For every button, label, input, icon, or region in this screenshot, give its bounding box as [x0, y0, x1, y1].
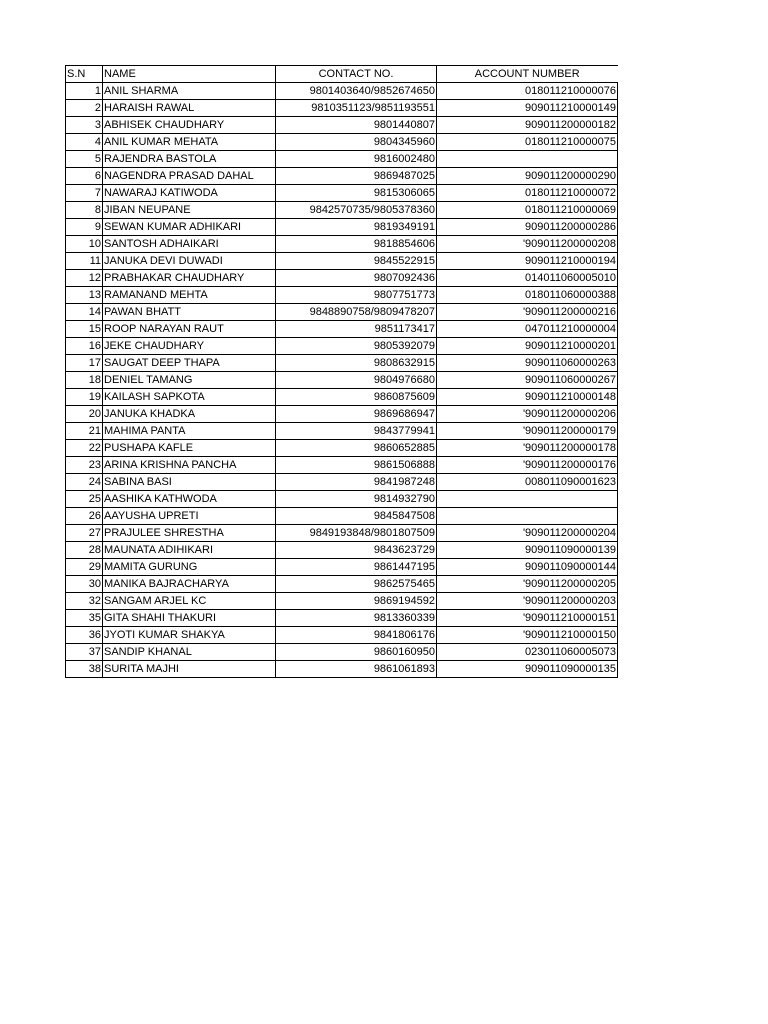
- cell-contact: 9841806176: [276, 627, 437, 644]
- cell-sn: 19: [66, 389, 103, 406]
- contact-account-table: [65, 65, 618, 678]
- cell-account: 018011210000072: [437, 185, 618, 202]
- table-row: [66, 508, 618, 525]
- cell-name: PRAJULEE SHRESTHA: [103, 525, 276, 542]
- cell-contact: 9801440807: [276, 117, 437, 134]
- cell-name: JEKE CHAUDHARY: [103, 338, 276, 355]
- cell-contact: 9869686947: [276, 406, 437, 423]
- header-account: ACCOUNT NUMBER: [437, 66, 618, 83]
- cell-contact: 9814932790: [276, 491, 437, 508]
- cell-sn: 23: [66, 457, 103, 474]
- cell-name: ANIL SHARMA: [103, 83, 276, 100]
- table-row: [66, 593, 618, 610]
- cell-sn: 4: [66, 134, 103, 151]
- cell-name: DENIEL TAMANG: [103, 372, 276, 389]
- cell-sn: 9: [66, 219, 103, 236]
- cell-sn: 2: [66, 100, 103, 117]
- cell-contact: 9860875609: [276, 389, 437, 406]
- cell-contact: 9819349191: [276, 219, 437, 236]
- table-row: [66, 83, 618, 100]
- cell-sn: 22: [66, 440, 103, 457]
- cell-name: KAILASH SAPKOTA: [103, 389, 276, 406]
- table-row: [66, 644, 618, 661]
- table-row: [66, 491, 618, 508]
- table-row: [66, 406, 618, 423]
- table-row: [66, 304, 618, 321]
- cell-account: 909011210000201: [437, 338, 618, 355]
- cell-contact: 9860160950: [276, 644, 437, 661]
- cell-account: '909011200000178: [437, 440, 618, 457]
- cell-account: 014011060005010: [437, 270, 618, 287]
- cell-account: [437, 508, 618, 525]
- table-row: [66, 134, 618, 151]
- cell-account: 909011060000263: [437, 355, 618, 372]
- cell-sn: 25: [66, 491, 103, 508]
- cell-sn: 27: [66, 525, 103, 542]
- header-row: [66, 66, 618, 83]
- table-row: [66, 423, 618, 440]
- cell-name: JANUKA DEVI DUWADI: [103, 253, 276, 270]
- cell-contact: 9808632915: [276, 355, 437, 372]
- cell-name: ABHISEK CHAUDHARY: [103, 117, 276, 134]
- table-row: [66, 474, 618, 491]
- cell-sn: 11: [66, 253, 103, 270]
- cell-account: '909011210000151: [437, 610, 618, 627]
- cell-sn: 20: [66, 406, 103, 423]
- cell-account: 909011060000267: [437, 372, 618, 389]
- cell-account: 909011090000139: [437, 542, 618, 559]
- cell-contact: 9801403640/9852674650: [276, 83, 437, 100]
- table-row: [66, 389, 618, 406]
- cell-name: MAMITA GURUNG: [103, 559, 276, 576]
- table-row: [66, 559, 618, 576]
- cell-account: '909011200000205: [437, 576, 618, 593]
- cell-contact: 9804976680: [276, 372, 437, 389]
- table-row: [66, 525, 618, 542]
- table-row: [66, 576, 618, 593]
- cell-account: '909011200000208: [437, 236, 618, 253]
- cell-contact: 9862575465: [276, 576, 437, 593]
- cell-contact: 9805392079: [276, 338, 437, 355]
- cell-contact: 9861506888: [276, 457, 437, 474]
- cell-sn: 37: [66, 644, 103, 661]
- cell-contact: 9804345960: [276, 134, 437, 151]
- cell-contact: 9861061893: [276, 661, 437, 678]
- cell-account: 909011210000148: [437, 389, 618, 406]
- cell-contact: 9845522915: [276, 253, 437, 270]
- cell-account: '909011200000203: [437, 593, 618, 610]
- table-row: [66, 151, 618, 168]
- cell-account: '909011200000204: [437, 525, 618, 542]
- cell-name: PUSHAPA KAFLE: [103, 440, 276, 457]
- cell-contact: 9816002480: [276, 151, 437, 168]
- cell-sn: 17: [66, 355, 103, 372]
- cell-name: GITA SHAHI THAKURI: [103, 610, 276, 627]
- cell-name: MANIKA BAJRACHARYA: [103, 576, 276, 593]
- cell-contact: 9818854606: [276, 236, 437, 253]
- cell-contact: 9861447195: [276, 559, 437, 576]
- cell-account: 023011060005073: [437, 644, 618, 661]
- table-row: [66, 219, 618, 236]
- cell-contact: 9813360339: [276, 610, 437, 627]
- cell-sn: 29: [66, 559, 103, 576]
- cell-account: 018011210000076: [437, 83, 618, 100]
- table-row: [66, 338, 618, 355]
- table-row: [66, 321, 618, 338]
- cell-name: JYOTI KUMAR SHAKYA: [103, 627, 276, 644]
- table-row: [66, 627, 618, 644]
- cell-name: ROOP NARAYAN RAUT: [103, 321, 276, 338]
- cell-sn: 10: [66, 236, 103, 253]
- cell-contact: 9845847508: [276, 508, 437, 525]
- cell-name: MAUNATA ADIHIKARI: [103, 542, 276, 559]
- table-row: [66, 253, 618, 270]
- cell-account: '909011200000176: [437, 457, 618, 474]
- cell-name: NAWARAJ KATIWODA: [103, 185, 276, 202]
- cell-account: 909011090000144: [437, 559, 618, 576]
- cell-sn: 32: [66, 593, 103, 610]
- cell-sn: 1: [66, 83, 103, 100]
- cell-account: 018011210000075: [437, 134, 618, 151]
- cell-name: RAJENDRA BASTOLA: [103, 151, 276, 168]
- cell-name: HARAISH RAWAL: [103, 100, 276, 117]
- table-row: [66, 236, 618, 253]
- table-row: [66, 440, 618, 457]
- cell-account: 008011090001623: [437, 474, 618, 491]
- cell-sn: 8: [66, 202, 103, 219]
- cell-contact: 9841987248: [276, 474, 437, 491]
- table-row: [66, 610, 618, 627]
- cell-name: SEWAN KUMAR ADHIKARI: [103, 219, 276, 236]
- cell-account: '909011200000206: [437, 406, 618, 423]
- cell-name: ARINA KRISHNA PANCHA: [103, 457, 276, 474]
- cell-name: SURITA MAJHI: [103, 661, 276, 678]
- cell-name: RAMANAND MEHTA: [103, 287, 276, 304]
- cell-contact: 9869194592: [276, 593, 437, 610]
- cell-contact: 9849193848/9801807509: [276, 525, 437, 542]
- cell-sn: 18: [66, 372, 103, 389]
- header-contact: CONTACT NO.: [276, 66, 437, 83]
- cell-contact: 9807092436: [276, 270, 437, 287]
- cell-name: AASHIKA KATHWODA: [103, 491, 276, 508]
- cell-sn: 13: [66, 287, 103, 304]
- cell-account: '909011210000150: [437, 627, 618, 644]
- cell-contact: 9843623729: [276, 542, 437, 559]
- cell-sn: 15: [66, 321, 103, 338]
- cell-sn: 5: [66, 151, 103, 168]
- cell-name: ANIL KUMAR MEHATA: [103, 134, 276, 151]
- cell-account: 047011210000004: [437, 321, 618, 338]
- cell-sn: 16: [66, 338, 103, 355]
- cell-sn: 36: [66, 627, 103, 644]
- cell-account: [437, 151, 618, 168]
- cell-name: MAHIMA PANTA: [103, 423, 276, 440]
- table-row: [66, 372, 618, 389]
- cell-sn: 28: [66, 542, 103, 559]
- cell-contact: 9807751773: [276, 287, 437, 304]
- cell-sn: 3: [66, 117, 103, 134]
- cell-account: 909011210000194: [437, 253, 618, 270]
- cell-name: SANDIP KHANAL: [103, 644, 276, 661]
- cell-sn: 30: [66, 576, 103, 593]
- cell-account: 909011200000286: [437, 219, 618, 236]
- table-row: [66, 661, 618, 678]
- cell-account: 909011200000182: [437, 117, 618, 134]
- table-row: [66, 355, 618, 372]
- cell-account: '909011200000216: [437, 304, 618, 321]
- cell-account: 018011210000069: [437, 202, 618, 219]
- table-row: [66, 270, 618, 287]
- table-row: [66, 287, 618, 304]
- table-row: [66, 185, 618, 202]
- cell-name: AAYUSHA UPRETI: [103, 508, 276, 525]
- cell-sn: 21: [66, 423, 103, 440]
- cell-contact: 9869487025: [276, 168, 437, 185]
- table-row: [66, 100, 618, 117]
- cell-name: SABINA BASI: [103, 474, 276, 491]
- cell-name: SANGAM ARJEL KC: [103, 593, 276, 610]
- cell-account: 018011060000388: [437, 287, 618, 304]
- table-row: [66, 117, 618, 134]
- cell-contact: 9843779941: [276, 423, 437, 440]
- cell-sn: 7: [66, 185, 103, 202]
- table-row: [66, 202, 618, 219]
- cell-contact: 9810351123/9851193551: [276, 100, 437, 117]
- cell-sn: 35: [66, 610, 103, 627]
- cell-name: PAWAN BHATT: [103, 304, 276, 321]
- cell-name: SANTOSH ADHAIKARI: [103, 236, 276, 253]
- cell-name: JANUKA KHADKA: [103, 406, 276, 423]
- table-row: [66, 542, 618, 559]
- cell-name: NAGENDRA PRASAD DAHAL: [103, 168, 276, 185]
- table-row: [66, 168, 618, 185]
- cell-account: [437, 491, 618, 508]
- cell-contact: 9851173417: [276, 321, 437, 338]
- cell-account: '909011200000179: [437, 423, 618, 440]
- cell-name: SAUGAT DEEP THAPA: [103, 355, 276, 372]
- cell-contact: 9848890758/9809478207: [276, 304, 437, 321]
- header-name: NAME: [103, 66, 276, 83]
- cell-name: JIBAN NEUPANE: [103, 202, 276, 219]
- cell-sn: 24: [66, 474, 103, 491]
- cell-sn: 12: [66, 270, 103, 287]
- table-row: [66, 457, 618, 474]
- cell-sn: 14: [66, 304, 103, 321]
- header-sn: S.N: [66, 66, 103, 83]
- table-body: [66, 83, 618, 678]
- cell-contact: 9815306065: [276, 185, 437, 202]
- cell-sn: 38: [66, 661, 103, 678]
- cell-account: 909011210000149: [437, 100, 618, 117]
- cell-sn: 26: [66, 508, 103, 525]
- cell-sn: 6: [66, 168, 103, 185]
- cell-contact: 9842570735/9805378360: [276, 202, 437, 219]
- cell-name: PRABHAKAR CHAUDHARY: [103, 270, 276, 287]
- cell-account: 909011200000290: [437, 168, 618, 185]
- cell-contact: 9860652885: [276, 440, 437, 457]
- cell-account: 909011090000135: [437, 661, 618, 678]
